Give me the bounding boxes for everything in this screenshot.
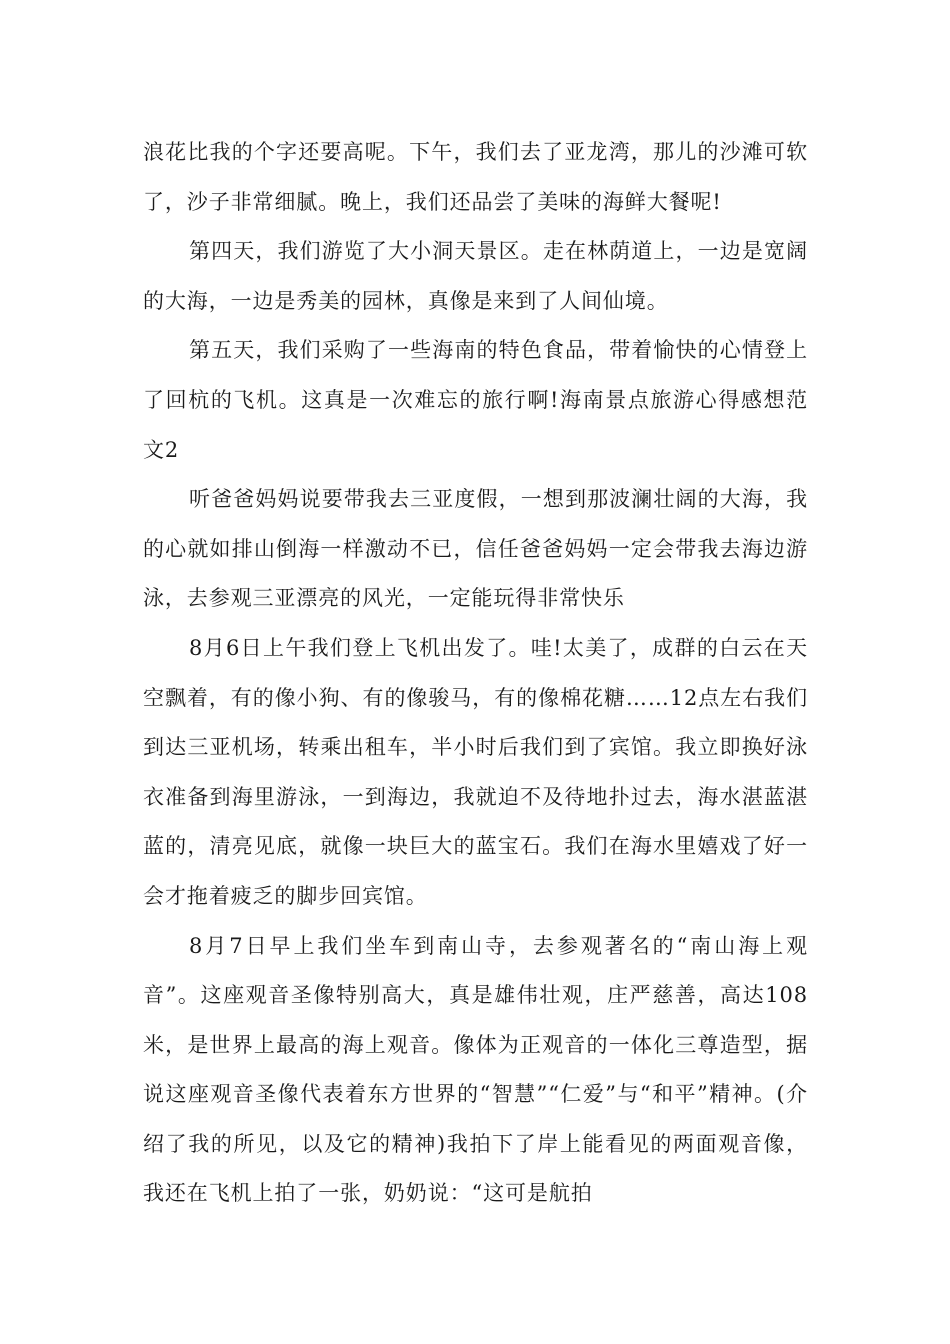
paragraph: 浪花比我的个字还要高呢。下午，我们去了亚龙湾，那儿的沙滩可软了，沙子非常细腻。晚上，我们还品尝了美味的海鲜大餐呢!	[143, 140, 808, 214]
paragraph: 8月6日上午我们登上飞机出发了。哇!太美了，成群的白云在天空飘着，有的像小狗、有的像骏马，有的像棉花糖……12点左右我们到达三亚机场，转乘出租车，半小时后我们到了宾馆。我立即换好泳衣准备到海里游泳，一到海边，我就迫不及待地扑过去，海水湛蓝湛蓝的，清亮见底，就像一块巨大的蓝宝石。我们在海水里嬉戏了好一会才拖着疲乏的脚步回宾馆。	[143, 635, 808, 908]
paragraph: 8月7日早上我们坐车到南山寺，去参观著名的“南山海上观音”。这座观音圣像特别高大，真是雄伟壮观，庄严慈善，高达108米，是世界上最高的海上观音。像体为正观音的一体化三尊造型，据说这座观音圣像代表着东方世界的“智慧”“仁爱”与“和平”精神。(介绍了我的所见，以及它的精神)我拍下了岸上能看见的两面观音像，我还在飞机上拍了一张，奶奶说：“这可是航拍	[143, 933, 808, 1206]
paragraph: 听爸爸妈妈说要带我去三亚度假，一想到那波澜壮阔的大海，我的心就如排山倒海一样激动不已，信任爸爸妈妈一定会带我去海边游泳，去参观三亚漂亮的风光，一定能玩得非常快乐	[143, 487, 808, 611]
document-body	[143, 128, 808, 1219]
paragraph: 第四天，我们游览了大小洞天景区。走在林荫道上，一边是宽阔的大海，一边是秀美的园林，真像是来到了人间仙境。	[143, 239, 808, 313]
paragraph: 第五天，我们采购了一些海南的特色食品，带着愉快的心情登上了回杭的飞机。这真是一次难忘的旅行啊!海南景点旅游心得感想范文2	[143, 338, 808, 462]
